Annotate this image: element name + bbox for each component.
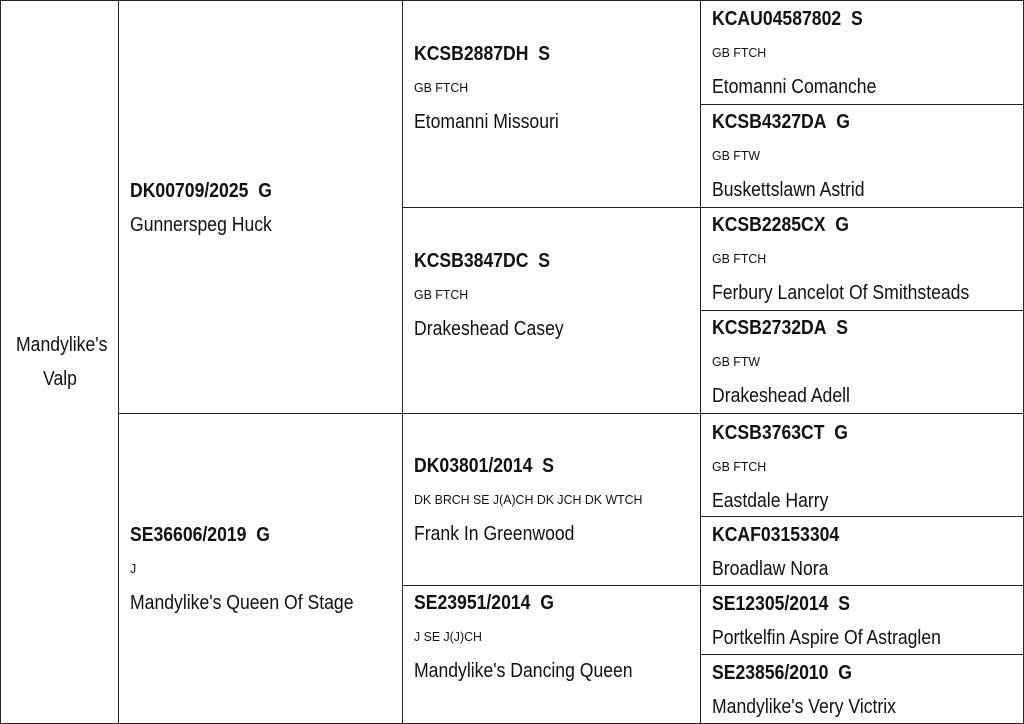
ancestor-name-6: Broadlaw Nora [712,558,829,580]
dam-titles: J [130,561,137,576]
dam-reg: SE36606/2019 G [130,524,270,546]
ancestor-cell-5 [700,413,1024,517]
ancestor-name-7: Portkelfin Aspire Of Astraglen [712,627,941,649]
ancestor-titles-4: GB FTW [712,354,761,369]
ancestor-titles-1: GB FTCH [712,45,767,60]
ancestor-cell-6 [700,516,1024,586]
ancestor-cell-2 [700,104,1024,208]
dam-dam-name: Mandylike's Dancing Queen [414,660,633,682]
subject-name: Mandylike's Valp [15,334,107,390]
ancestor-name-1: Etomanni Comanche [712,76,877,98]
ancestor-name-2: Buskettslawn Astrid [712,179,865,201]
sire-dam-reg: KCSB3847DC S [414,250,550,272]
sire-sire-cell [402,0,701,208]
ancestor-name-4: Drakeshead Adell [712,385,850,407]
ancestor-reg-2: KCSB4327DA G [712,111,850,133]
ancestor-reg-4: KCSB2732DA S [712,317,848,339]
ancestor-reg-1: KCAU04587802 S [712,8,863,30]
ancestor-reg-7: SE12305/2014 S [712,593,850,615]
ancestor-name-8: Mandylike's Very Victrix [712,696,896,718]
ancestor-titles-5: GB FTCH [712,459,767,474]
ancestor-titles-2: GB FTW [712,148,761,163]
sire-sire-name: Etomanni Missouri [414,111,559,133]
ancestor-cell-1 [700,0,1024,105]
ancestor-reg-5: KCSB3763CT G [712,422,848,444]
sire-cell [118,0,403,414]
dam-name: Mandylike's Queen Of Stage [130,592,354,614]
dam-cell [118,413,403,724]
dam-sire-cell [402,413,701,586]
sire-dam-cell [402,207,701,414]
dam-sire-name: Frank In Greenwood [414,523,575,545]
dam-dam-cell [402,585,701,724]
ancestor-reg-6: KCAF03153304 [712,524,840,546]
dam-dam-reg: SE23951/2014 G [414,592,554,614]
ancestor-name-5: Eastdale Harry [712,490,829,512]
ancestor-cell-3 [700,207,1024,311]
dam-dam-titles: J SE J(J)CH [414,629,482,644]
dam-sire-reg: DK03801/2014 S [414,455,554,477]
ancestor-cell-4 [700,310,1024,414]
ancestor-reg-3: KCSB2285CX G [712,214,849,236]
sire-dam-titles: GB FTCH [414,287,469,302]
sire-sire-titles: GB FTCH [414,80,469,95]
subject-cell [0,0,119,724]
sire-reg: DK00709/2025 G [130,180,272,202]
ancestor-reg-8: SE23856/2010 G [712,662,852,684]
ancestor-name-3: Ferbury Lancelot Of Smithsteads [712,282,970,304]
sire-sire-reg: KCSB2887DH S [414,43,550,65]
sire-name: Gunnerspeg Huck [130,214,272,236]
ancestor-cell-7 [700,585,1024,655]
ancestor-cell-8 [700,654,1024,724]
dam-sire-titles: DK BRCH SE J(A)CH DK JCH DK WTCH [414,492,643,507]
sire-dam-name: Drakeshead Casey [414,318,564,340]
ancestor-titles-3: GB FTCH [712,251,767,266]
